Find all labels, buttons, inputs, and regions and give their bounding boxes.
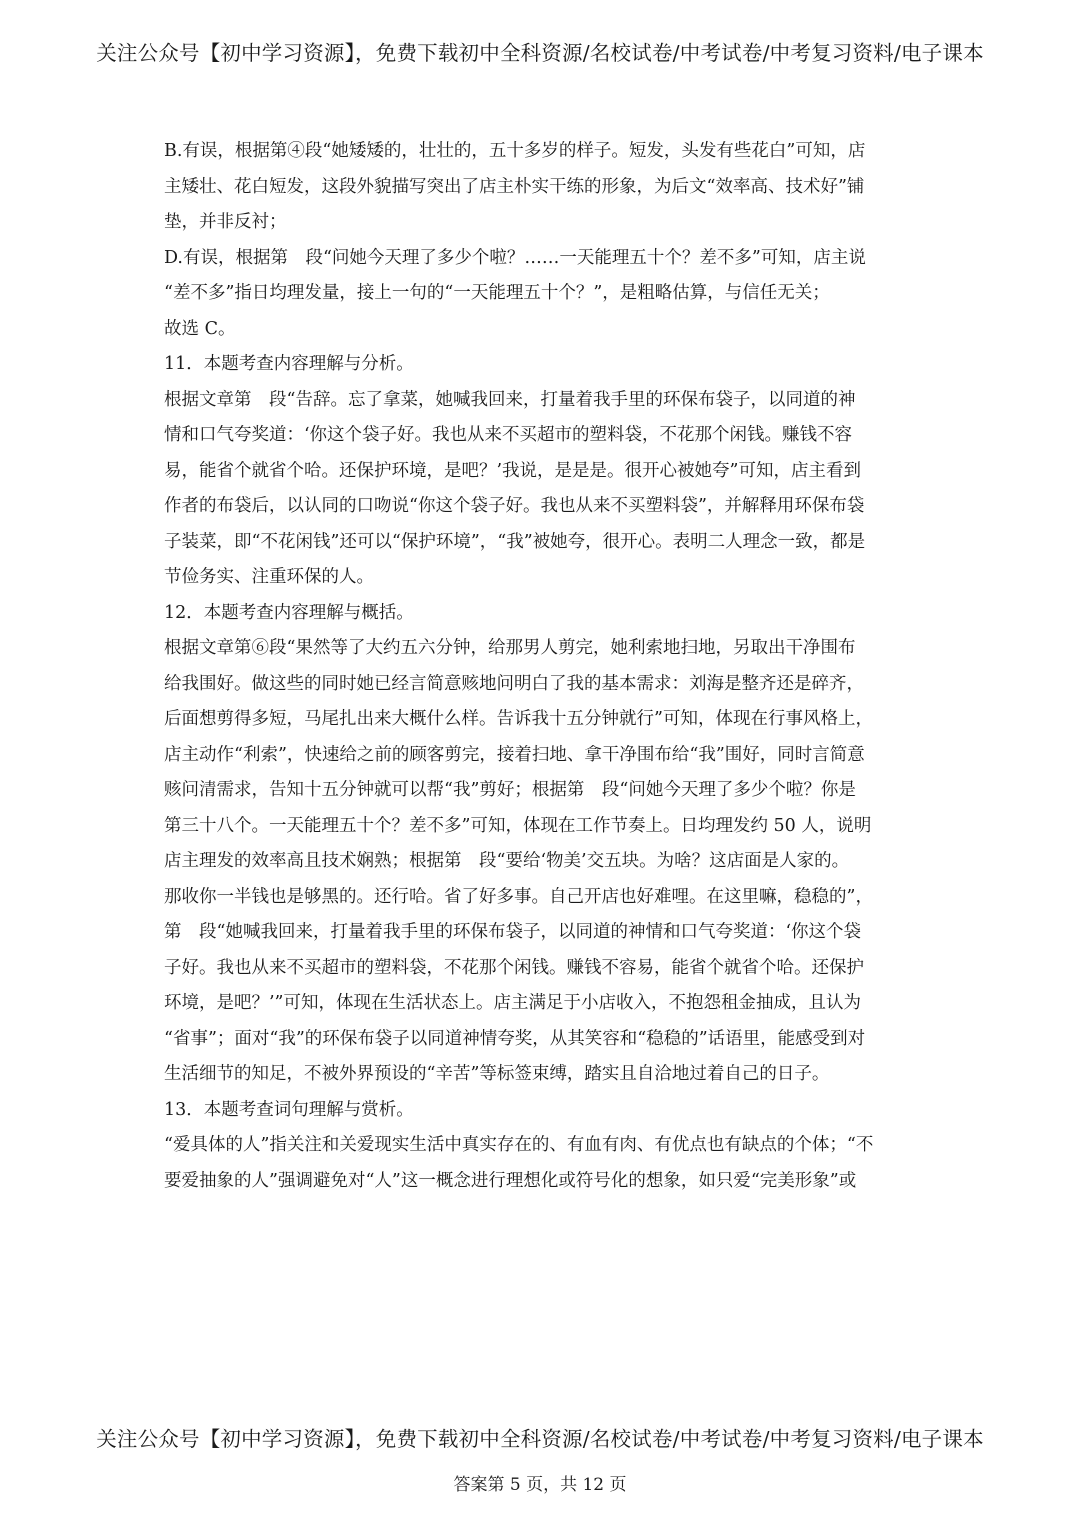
text-line: “爱具体的人”指关注和关爱现实生活中真实存在的、有血有肉、有优点也有缺点的个体；“不 xyxy=(164,1135,874,1155)
text-line: 生活细节的知足，不被外界预设的“辛苦”等标签束缚，踏实且自洽地过着自己的日子。 xyxy=(164,1064,830,1084)
text-line: 那收你一半钱也是够黑的。还行哈。省了好多事。自己开店也好难哩。在这里嘛，稳稳的”， xyxy=(164,886,873,907)
text-line: 店主理发的效率高且技术娴熟；根据第 段“要给‘物美’交五块。为啥？这店面是人家的。 xyxy=(164,851,850,871)
text-line: 给我围好。做这些的同时她已经言简意赅地问明白了我的基本需求：刘海是整齐还是碎齐， xyxy=(164,673,864,694)
text-line: 第三十八个。一天能理五十个？差不多”可知，体现在工作节奏上。日均理发约 50 人，说明 xyxy=(164,815,872,836)
text-line: 易，能省个就省个哈。还保护环境，是吧？’我说，是是是。很开心被她夸”可知，店主看到 xyxy=(164,460,862,481)
answer-body xyxy=(164,134,924,1199)
text-line: 子装菜，即“不花闲钱”还可以“保护环境”，“我”被她夸，很开心。表明二人理念一致，都是 xyxy=(164,531,866,552)
text-line: 第 段“她喊我回来，打量着我手里的环保布袋子，以同道的神情和口气夸奖道：‘你这个袋 xyxy=(164,922,862,942)
text-line: 环境，是吧？’”可知，体现在生活状态上。店主满足于小店收入，不抱怨租金抽成，且认为 xyxy=(164,993,862,1013)
text-line: 根据文章第⑥段“果然等了大约五六分钟，给那男人剪完，她利索地扫地，另取出干净围布 xyxy=(164,638,856,658)
question-heading: 12．本题考查内容理解与概括。 xyxy=(164,602,414,623)
text-line: 作者的布袋后，以认同的口吻说“你这个袋子好。我也从来不买塑料袋”，并解释用环保布袋 xyxy=(164,496,865,516)
text-line: 垫，并非反衬； xyxy=(164,212,287,232)
footer-banner: 关注公众号【初中学习资源】，免费下载初中全科资源/名校试卷/中考试卷/中考复习资料/电子课本 xyxy=(96,1427,984,1451)
text-line: 情和口气夸奖道：‘你这个袋子好。我也从来不买超市的塑料袋，不花那个闲钱。赚钱不容 xyxy=(164,425,853,445)
text-line: 根据文章第 段“告辞。忘了拿菜，她喊我回来，打量着我手里的环保布袋子，以同道的神 xyxy=(164,389,856,410)
question-heading: 13．本题考查词句理解与赏析。 xyxy=(164,1099,414,1120)
text-line: 故选 C。 xyxy=(164,318,236,339)
text-line: B.有误，根据第④段“她矮矮的，壮壮的，五十多岁的样子。短发，头发有些花白”可知，店 xyxy=(164,141,866,161)
question-heading: 11．本题考查内容理解与分析。 xyxy=(164,354,414,374)
text-line: “差不多”指日均理发量，接上一句的“一天能理五十个？”，是粗略估算，与信任无关； xyxy=(164,283,830,303)
text-line: 后面想剪得多短，马尾扎出来大概什么样。告诉我十五分钟就行”可知，体现在行事风格上， xyxy=(164,709,873,729)
text-line: 赅问清需求，告知十五分钟就可以帮“我”剪好；根据第 段“问她今天理了多少个啦？你是 xyxy=(164,780,856,800)
text-line: 要爱抽象的人”强调避免对“人”这一概念进行理想化或符号化的想象，如只爱“完美形象”或 xyxy=(164,1170,857,1191)
header-banner: 关注公众号【初中学习资源】，免费下载初中全科资源/名校试卷/中考试卷/中考复习资料/电子课本 xyxy=(96,41,984,65)
text-line: 节俭务实、注重环保的人。 xyxy=(164,567,374,587)
text-line: “省事”；面对“我”的环保布袋子以同道神情夸奖，从其笑容和“稳稳的”话语里，能感受到对 xyxy=(164,1028,866,1049)
page-number: 答案第 5 页，共 12 页 xyxy=(453,1475,627,1495)
text-line: 子好。我也从来不买超市的塑料袋，不花那个闲钱。赚钱不容易，能省个就省个哈。还保护 xyxy=(164,957,864,978)
text-line: 主矮壮、花白短发，这段外貌描写突出了店主朴实干练的形象，为后文“效率高、技术好”铺 xyxy=(164,176,865,197)
text-line: D.有误，根据第 段“问她今天理了多少个啦？……一天能理五十个？差不多”可知，店主说 xyxy=(164,247,866,268)
text-line: 店主动作“利索”，快速给之前的顾客剪完，接着扫地、拿干净围布给“我”围好，同时言简意 xyxy=(164,744,865,765)
